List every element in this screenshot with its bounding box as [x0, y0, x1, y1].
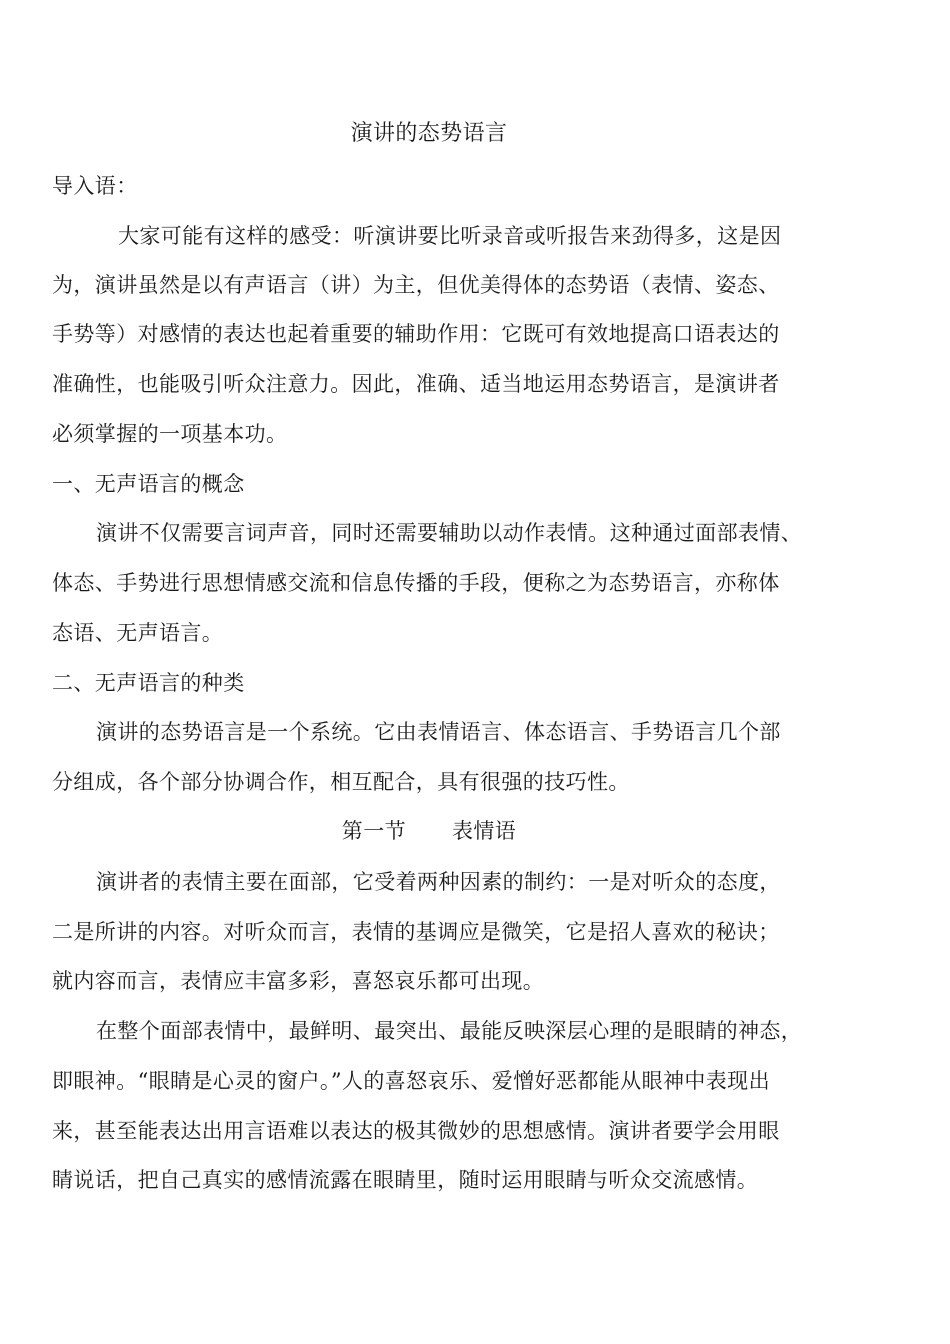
paragraph-line: 睛说话，把自己真实的感情流露在眼睛里，随时运用眼睛与听众交流感情。 [52, 1168, 759, 1192]
paragraph-line: 就内容而言，表情应丰富多彩，喜怒哀乐都可出现。 [52, 969, 545, 993]
paragraph-line: 演讲者的表情主要在面部，它受着两种因素的制约：一是对听众的态度， [96, 870, 781, 894]
heading-concept: 一、无声语言的概念 [52, 472, 245, 496]
section-number: 第一节 [341, 819, 406, 843]
paragraph-line: 来，甚至能表达出用言语难以表达的极其微妙的思想感情。演讲者要学会用眼 [52, 1119, 780, 1143]
document-title: 演讲的态势语言 [350, 121, 508, 146]
paragraph-line: 在整个面部表情中，最鲜明、最突出、最能反映深层心理的是眼睛的神态， [96, 1019, 803, 1043]
paragraph-line: 即眼神。“眼睛是心灵的窗户。”人的喜怒哀乐、爱憎好恶都能从眼神中表现出 [52, 1069, 770, 1093]
intro-line: 大家可能有这样的感受：听演讲要比听录音或听报告来劲得多，这是因 [118, 224, 782, 248]
paragraph-line: 二是所讲的内容。对听众而言，表情的基调应是微笑，它是招人喜欢的秘诀； [52, 920, 780, 944]
paragraph-line: 体态、手势进行思想情感交流和信息传播的手段，便称之为态势语言，亦称体 [52, 571, 780, 595]
section-name: 表情语 [452, 819, 517, 843]
paragraph-line: 演讲不仅需要言词声音，同时还需要辅助以动作表情。这种通过面部表情、 [96, 521, 803, 545]
intro-line: 必须掌握的一项基本功。 [52, 422, 288, 446]
intro-line: 为，演讲虽然是以有声语言（讲）为主，但优美得体的态势语（表情、姿态、 [52, 273, 780, 297]
paragraph-line: 演讲的态势语言是一个系统。它由表情语言、体态语言、手势语言几个部 [96, 720, 781, 744]
paragraph-line: 态语、无声语言。 [52, 621, 224, 645]
paragraph-line: 分组成，各个部分协调合作，相互配合，具有很强的技巧性。 [52, 770, 630, 794]
heading-types: 二、无声语言的种类 [52, 671, 245, 695]
intro-line: 准确性，也能吸引听众注意力。因此，准确、适当地运用态势语言，是演讲者 [52, 372, 780, 396]
section-heading [0, 819, 858, 843]
intro-line: 手势等）对感情的表达也起着重要的辅助作用：它既可有效地提高口语表达的 [52, 322, 780, 346]
intro-label: 导入语： [52, 174, 138, 198]
